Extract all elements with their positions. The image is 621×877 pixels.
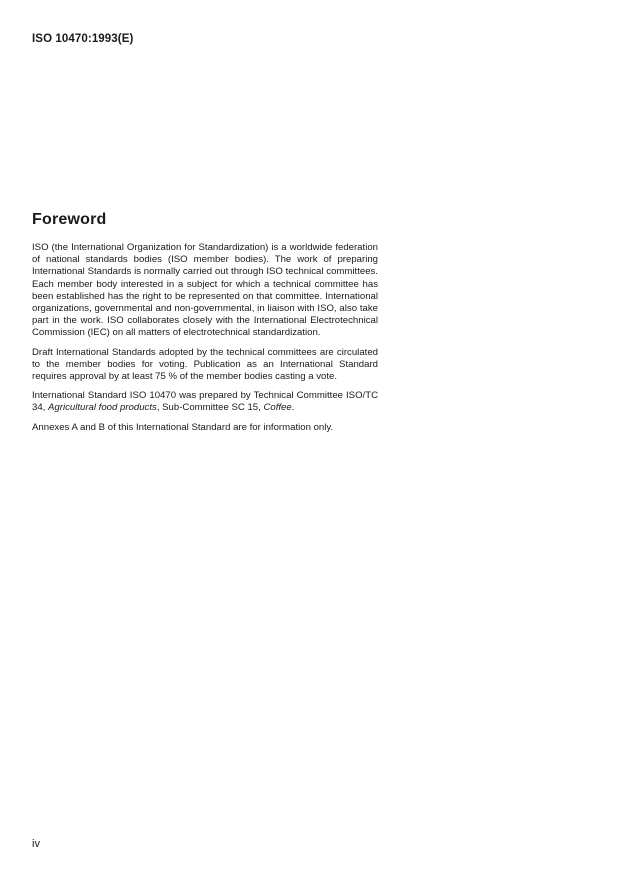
committee-text-1: International Standard ISO 10470 was prepared by Technical Committee ISO/TC 34, bbox=[32, 390, 378, 414]
paragraph-committee bbox=[32, 390, 378, 414]
subcommittee-name: Coffee bbox=[263, 402, 292, 414]
section-title: Foreword bbox=[32, 211, 107, 228]
committee-name: Agricultural food products bbox=[48, 402, 157, 414]
foreword-body bbox=[32, 242, 378, 441]
document-id: ISO 10470:1993(E) bbox=[32, 33, 134, 45]
paragraph-annexes: Annexes A and B of this International Standard are for information only. bbox=[32, 421, 334, 433]
page-number: iv bbox=[32, 838, 40, 850]
paragraph-organization: ISO (the International Organization for Standardization) is a worldwide federation of national standards bodies (ISO member bodies). The work of preparing International Standards is normally carried out through ISO technical committees. Each member body interested in a subject for which a technical committee has been established has the right to be represented on that committee. International organizations, governmental and non-governmental, in liaison with ISO, also take part in the work. ISO collaborates closely with the International Electrotechnical Commission (IEC) on all matters of electrotechnical standardization. bbox=[32, 242, 378, 339]
committee-text-3: . bbox=[291, 402, 295, 414]
paragraph-voting: Draft International Standards adopted by the technical committees are circulated to the member bodies for voting. Publication as an International Standard requires approval by at least 75 % of the member bodies casting a vote. bbox=[32, 346, 378, 383]
committee-text-2: , Sub-Committee SC 15, bbox=[156, 402, 264, 414]
